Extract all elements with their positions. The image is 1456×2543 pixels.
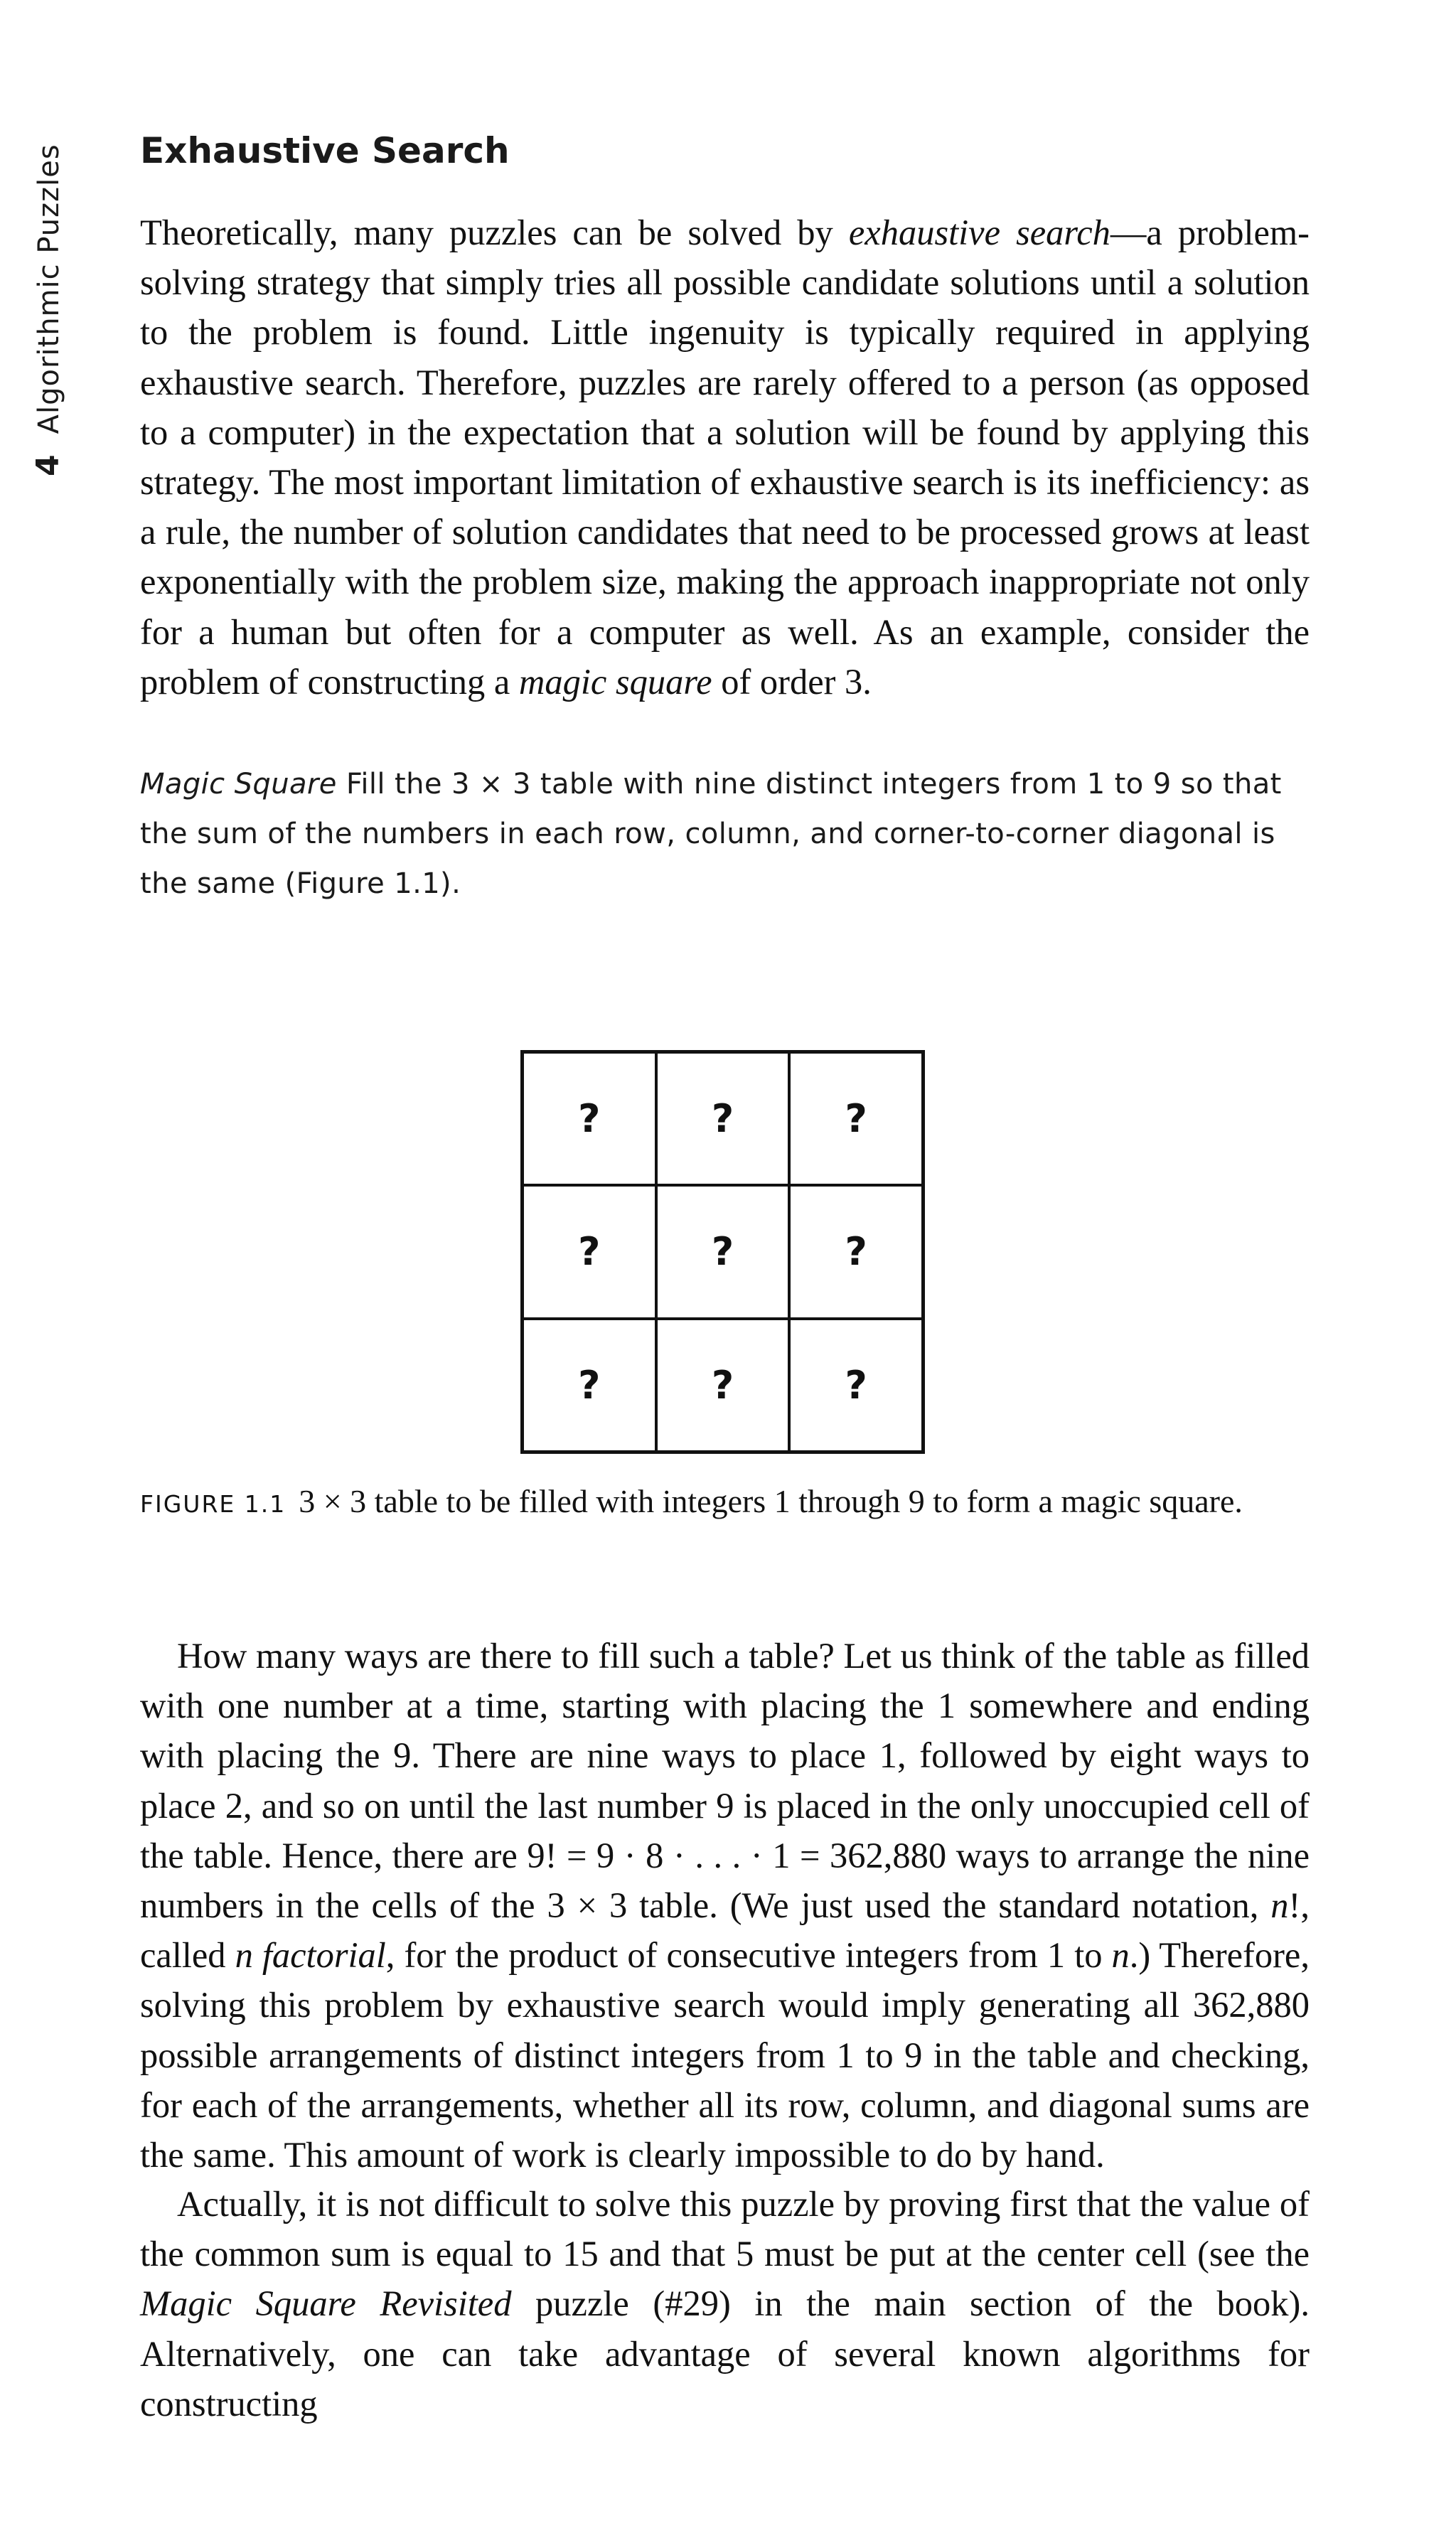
figure-label: FIGURE 1.1 xyxy=(140,1490,287,1518)
figure-caption xyxy=(140,1482,1243,1520)
paragraph-counting xyxy=(140,1631,1310,2180)
magic-square-figure xyxy=(520,1050,925,1454)
text-run: puzzle (#29) in the main section of the book). Alternatively, one can take advantage of several known algorithms for constructing xyxy=(140,2284,1310,2424)
text-run: Actually, it is not difficult to solve this puzzle by proving first that the value of the common sum is equal to 15 and that 5 must be put at the center cell (see the xyxy=(140,2184,1310,2274)
page-number: 4 xyxy=(30,454,66,476)
grid-cell: ? xyxy=(523,1319,656,1452)
paragraph-alternative xyxy=(140,2179,1310,2429)
problem-title: Magic Square xyxy=(140,768,337,801)
text-run: of order 3. xyxy=(712,661,872,702)
problem-statement xyxy=(140,759,1310,909)
problem-text: Fill the 3 × 3 table with nine distinct integers from 1 to 9 so that the sum of the numbers in each row, column, and corner-to-corner diagonal is the same (Figure 1.1). xyxy=(140,768,1282,900)
grid-cell: ? xyxy=(656,1052,790,1185)
paragraph-exhaustive-search xyxy=(140,208,1310,707)
emphasis-term: n factorial xyxy=(235,1935,386,1976)
text-run: How many ways are there to fill such a table? Let us think of the table as filled with one number at a time, starting with placing the 1 somewhere and ending with placing the 9. There are nine ways to place 1, followed by eight ways to place 2, and so on until the last number 9 is placed in the only unoccupied cell of the table. Hence, there are 9! = 9 · 8 · . . . · 1 = 362,880 ways to arrange the nine numbers in the cells of the 3 × 3 table. (We just used the standard notation, xyxy=(140,1636,1310,1926)
book-title: Algorithmic Puzzles xyxy=(33,144,65,434)
text-run: , for the product of consecutive integers from 1 to xyxy=(385,1935,1112,1976)
text-run: —a problem-solving strategy that simply tries all possible candidate solutions until a solution to the problem is found. Little ingenuity is typically required in applying exhaustive search. Therefore, puzzles are rarely offered to a person (as opposed to a computer) in the expectation that a solution will be found by applying this strategy. The most important limitation of exhaustive search is its inefficiency: as a rule, the number of solution candidates that need to be processed grows at least exponentially with the problem size, making the approach inappropriate not only for a human but often for a computer as well. As an example, consider the problem of constructing a xyxy=(140,213,1310,702)
grid-cell: ? xyxy=(789,1185,923,1318)
running-head xyxy=(30,107,66,476)
grid-cell: ? xyxy=(523,1185,656,1318)
grid-cell: ? xyxy=(789,1052,923,1185)
grid-cell: ? xyxy=(656,1185,790,1318)
grid-cell: ? xyxy=(789,1319,923,1452)
text-run: Theoretically, many puzzles can be solved by xyxy=(140,213,849,252)
emphasis-term: magic square xyxy=(518,661,712,702)
text-run: .) Therefore, solving this problem by exhaustive search would imply generating all 362,880 possible arrangements of distinct integers from 1 to 9 in the table and checking, for each of the arrangements, whether all its row, column, and diagonal sums are the same. This amount of work is clearly impossible to do by hand. xyxy=(140,1935,1310,2175)
emphasis-term: Magic Square Revisited xyxy=(140,2284,512,2324)
caption-text: 3 × 3 table to be filled with integers 1 through 9 to form a magic square. xyxy=(299,1483,1243,1519)
emphasis-term: n xyxy=(1270,1885,1289,1926)
emphasis-term: n xyxy=(1111,1935,1130,1976)
grid-cell: ? xyxy=(523,1052,656,1185)
text-run: !, called xyxy=(140,1885,1310,1976)
grid-cell: ? xyxy=(656,1319,790,1452)
emphasis-term: exhaustive search xyxy=(848,213,1110,252)
section-heading: Exhaustive Search xyxy=(140,130,510,171)
